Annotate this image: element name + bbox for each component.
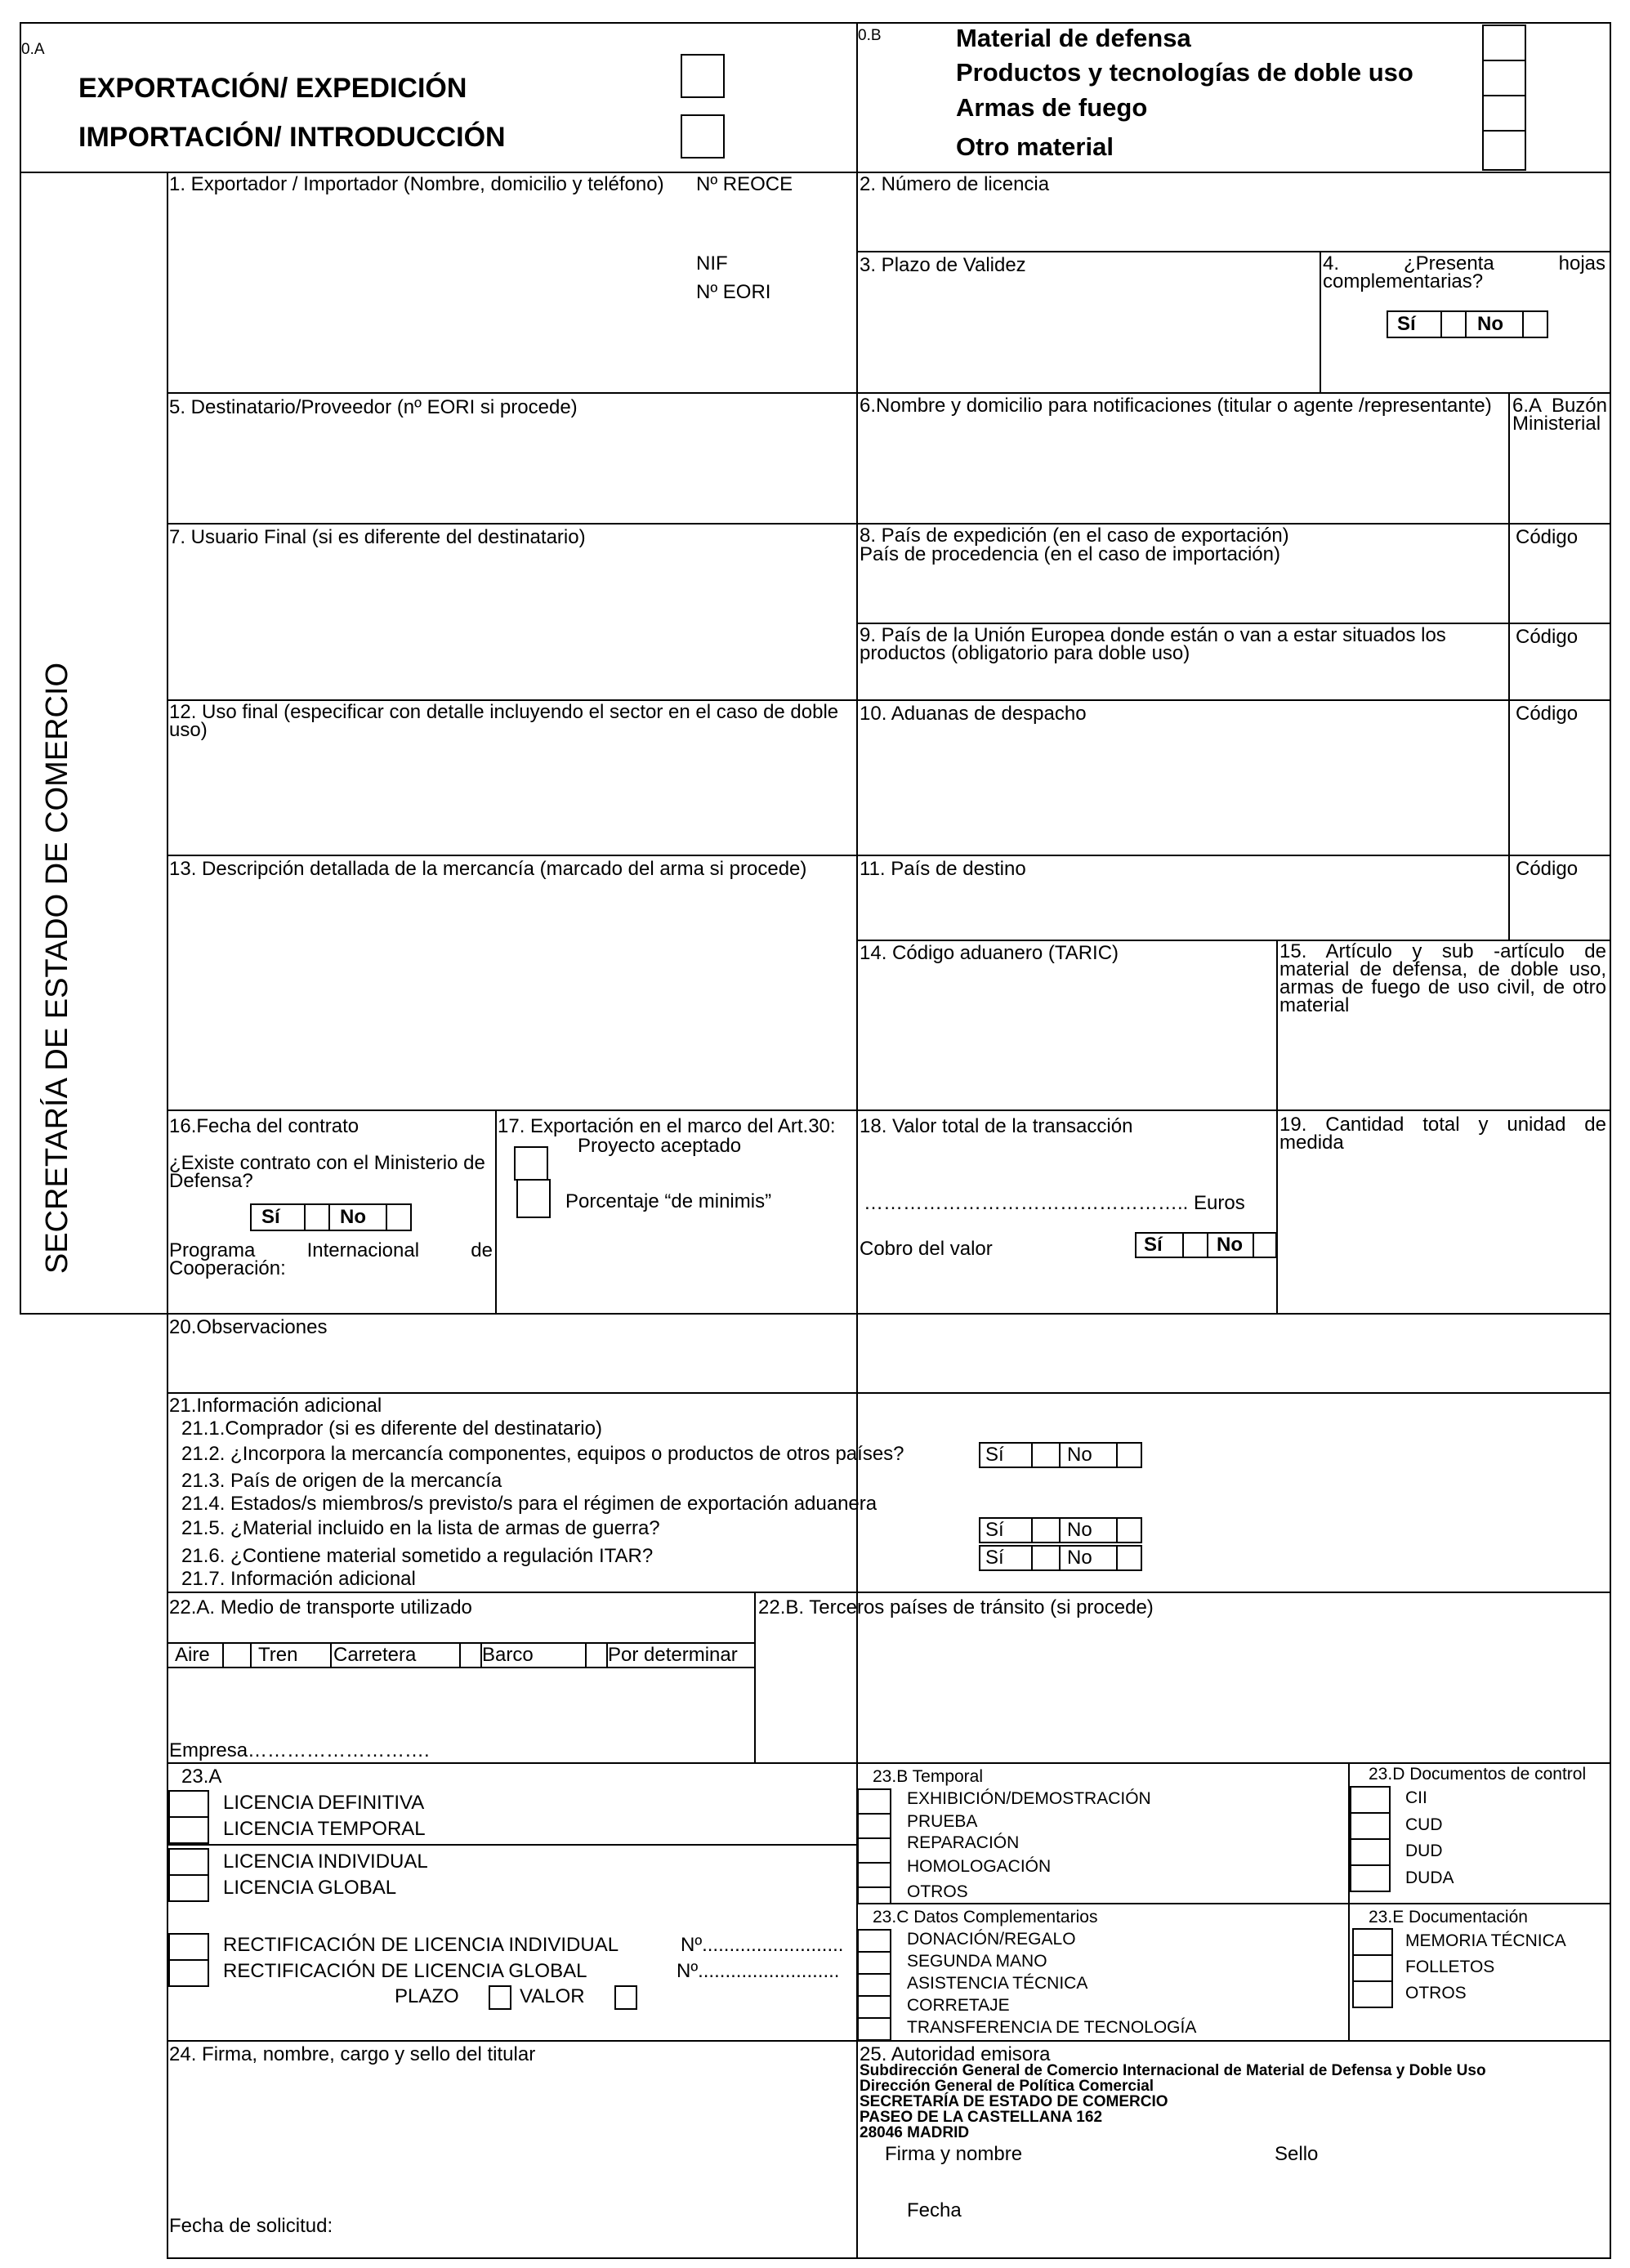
control-dud-checkbox[interactable] — [1350, 1838, 1391, 1866]
field-14-label: 14. Código aduanero (TARIC) — [860, 942, 1119, 964]
field-21-6-no: No — [1067, 1547, 1092, 1569]
transport-tren: Tren — [258, 1644, 298, 1666]
control-duda: DUDA — [1405, 1868, 1454, 1887]
transport-por-determinar: Por determinar — [608, 1644, 738, 1666]
doc-otros: OTROS — [1405, 1984, 1467, 2002]
field-25-label: 25. Autoridad emisora — [860, 2043, 1051, 2065]
field-23b-title: 23.B Temporal — [873, 1767, 984, 1786]
field-10-codigo: Código — [1516, 703, 1579, 725]
field-15-label: 15. Artículo y sub -artículo de material de defensa, de doble uso, armas de fuego de uso civil, de otro material — [1279, 940, 1606, 1016]
temporal-exhibicion: EXHIBICIÓN/DEMOSTRACIÓN — [907, 1789, 1151, 1808]
control-duda-checkbox[interactable] — [1350, 1864, 1391, 1892]
field-17-label: 17. Exportación en el marco del Art.30: — [498, 1115, 836, 1137]
category-other: Otro material — [956, 132, 1114, 161]
licencia-temporal-checkbox[interactable] — [168, 1816, 209, 1844]
field-4-no: No — [1477, 313, 1503, 335]
field-17-minimis: Porcentaje “de minimis” — [565, 1190, 772, 1212]
field-18-cobro: Cobro del valor — [860, 1238, 993, 1260]
transport-aire: Aire — [175, 1644, 210, 1666]
side-label: SECRETARÍA DE ESTADO DE COMERCIO — [40, 662, 74, 1275]
field-1-eori: Nº EORI — [696, 281, 771, 303]
field-20-label: 20.Observaciones — [169, 1316, 328, 1338]
doc-otros-checkbox[interactable] — [1352, 1980, 1393, 2008]
code-0a: 0.A — [21, 41, 45, 58]
temporal-reparacion-checkbox[interactable] — [857, 1837, 891, 1864]
licencia-global: LICENCIA GLOBAL — [223, 1877, 397, 1899]
field-19-label: 19. Cantidad total y unidad de medida — [1279, 1114, 1606, 1154]
doc-folletos: FOLLETOS — [1405, 1958, 1495, 1976]
authority-line-5: 28046 MADRID — [860, 2124, 970, 2141]
rect-global-checkbox[interactable] — [168, 1959, 209, 1987]
field-18-si: Sí — [1144, 1234, 1163, 1256]
field-18-label: 18. Valor total de la transacción — [860, 1115, 1133, 1137]
plazo-label: PLAZO — [395, 1985, 459, 2007]
field-21-2-si: Sí — [985, 1444, 1004, 1466]
field-6a-label: 6.A Buzón Ministerial — [1512, 395, 1607, 435]
field-21-3: 21.3. País de origen de la mercancía — [181, 1470, 502, 1492]
field-1-nif: NIF — [696, 252, 728, 275]
temporal-prueba: PRUEBA — [907, 1812, 978, 1831]
transport-carretera: Carretera — [333, 1644, 417, 1666]
temporal-reparacion: REPARACIÓN — [907, 1833, 1020, 1852]
field-17-minimis-checkbox[interactable] — [516, 1179, 551, 1218]
temporal-exhibicion-checkbox[interactable] — [857, 1788, 891, 1815]
plazo-checkbox[interactable] — [489, 1985, 511, 2010]
export-label: EXPORTACIÓN/ EXPEDICIÓN — [78, 73, 467, 104]
field-21-4: 21.4. Estados/s miembros/s previsto/s para el régimen de exportación aduanera — [181, 1493, 878, 1515]
code-0b: 0.B — [858, 27, 882, 44]
control-cii-checkbox[interactable] — [1350, 1786, 1391, 1814]
field-1-reoce: Nº REOCE — [696, 173, 793, 195]
complementarios-transferencia: TRANSFERENCIA DE TECNOLOGÍA — [907, 2018, 1197, 2037]
complementarios-segunda-mano-checkbox[interactable] — [857, 1951, 891, 1975]
field-21-6: 21.6. ¿Contiene material sometido a regulación ITAR? — [181, 1545, 654, 1567]
field-4-label: 4. ¿Presenta hojas complementarias? — [1323, 252, 1605, 292]
category-dual-use: Productos y tecnologías de doble uso — [956, 58, 1413, 87]
field-9-label: 9. País de la Unión Europea donde están o van a estar situados los productos (obligatorio para doble uso) — [860, 624, 1446, 664]
authority-line-3: SECRETARÍA DE ESTADO DE COMERCIO — [860, 2093, 1168, 2110]
field-21-2-no: No — [1067, 1444, 1092, 1466]
category-firearms-checkbox[interactable] — [1482, 95, 1526, 132]
licencia-definitiva-checkbox[interactable] — [168, 1790, 209, 1818]
field-25-firma: Firma y nombre — [885, 2143, 1023, 2165]
control-cii: CII — [1405, 1788, 1427, 1807]
control-dud: DUD — [1405, 1842, 1443, 1860]
field-16-no: No — [340, 1206, 366, 1228]
field-16-label: 16.Fecha del contrato — [169, 1115, 359, 1137]
field-23d-title: 23.D Documentos de control — [1369, 1765, 1587, 1784]
field-8-label-b: País de procedencia (en el caso de importación) — [860, 543, 1280, 565]
licencia-definitiva: LICENCIA DEFINITIVA — [223, 1792, 425, 1814]
field-22a-label: 22.A. Medio de transporte utilizado — [169, 1596, 472, 1618]
field-18-euros: ………………………………………….. Euros — [864, 1192, 1245, 1214]
field-1-label: 1. Exportador / Importador (Nombre, domicilio y teléfono) — [169, 173, 664, 195]
complementarios-transferencia-checkbox[interactable] — [857, 2017, 891, 2041]
temporal-otros-checkbox[interactable] — [857, 1886, 891, 1904]
field-21-6-si: Sí — [985, 1547, 1004, 1569]
field-16-question: ¿Existe contrato con el Ministerio de Defensa? — [169, 1152, 485, 1192]
category-defense: Material de defensa — [956, 24, 1191, 52]
licencia-individual-checkbox[interactable] — [168, 1848, 209, 1876]
category-defense-checkbox[interactable] — [1482, 25, 1526, 61]
field-6-label: 6.Nombre y domicilio para notificaciones (titular o agente /representante) — [860, 395, 1492, 417]
field-21-1: 21.1.Comprador (si es diferente del destinatario) — [181, 1418, 602, 1440]
licencia-individual: LICENCIA INDIVIDUAL — [223, 1851, 428, 1873]
field-25-fecha: Fecha — [907, 2199, 962, 2221]
field-21-7: 21.7. Información adicional — [181, 1568, 416, 1590]
valor-checkbox[interactable] — [614, 1985, 637, 2010]
field-10-label: 10. Aduanas de despacho — [860, 703, 1087, 725]
rect-global: RECTIFICACIÓN DE LICENCIA GLOBAL — [223, 1960, 587, 1982]
import-checkbox[interactable] — [681, 114, 725, 158]
category-dual-use-checkbox[interactable] — [1482, 60, 1526, 96]
authority-line-4: PASEO DE LA CASTELLANA 162 — [860, 2109, 1103, 2126]
complementarios-asistencia-checkbox[interactable] — [857, 1973, 891, 1997]
field-23c-title: 23.C Datos Complementarios — [873, 1908, 1098, 1926]
rect-individual-num: Nº.......................... — [681, 1934, 844, 1956]
field-17-proyecto-checkbox[interactable] — [514, 1146, 548, 1181]
field-11-codigo: Código — [1516, 858, 1579, 880]
field-8-codigo: Código — [1516, 526, 1579, 548]
temporal-homologacion-checkbox[interactable] — [857, 1862, 891, 1888]
category-firearms: Armas de fuego — [956, 93, 1148, 122]
field-21-5-no: No — [1067, 1519, 1092, 1541]
field-17-proyecto: Proyecto aceptado — [578, 1135, 742, 1157]
field-21-title: 21.Información adicional — [169, 1395, 382, 1417]
temporal-homologacion: HOMOLOGACIÓN — [907, 1857, 1052, 1876]
field-11-label: 11. País de destino — [860, 858, 1026, 880]
doc-memoria: MEMORIA TÉCNICA — [1405, 1931, 1566, 1950]
field-2-label: 2. Número de licencia — [860, 173, 1050, 195]
complementarios-corretaje: CORRETAJE — [907, 1996, 1010, 2015]
complementarios-segunda-mano: SEGUNDA MANO — [907, 1952, 1047, 1971]
field-12-label: 12. Uso final (especificar con detalle incluyendo el sector en el caso de doble uso) — [169, 701, 839, 741]
rect-individual: RECTIFICACIÓN DE LICENCIA INDIVIDUAL — [223, 1934, 619, 1956]
rect-individual-checkbox[interactable] — [168, 1933, 209, 1961]
complementarios-donacion-checkbox[interactable] — [857, 1929, 891, 1953]
field-16-programa: Programa Internacional de Cooperación: — [169, 1239, 493, 1279]
authority-line-1: Subdirección General de Comercio Internacional de Material de Defensa y Doble Uso — [860, 2062, 1486, 2079]
doc-folletos-checkbox[interactable] — [1352, 1954, 1393, 1982]
temporal-prueba-checkbox[interactable] — [857, 1813, 891, 1839]
field-7-label: 7. Usuario Final (si es diferente del destinatario) — [169, 526, 586, 548]
rect-global-num: Nº.......................... — [677, 1960, 840, 1982]
transport-barco: Barco — [482, 1644, 534, 1666]
field-24-label: 24. Firma, nombre, cargo y sello del titular — [169, 2043, 536, 2065]
field-24-fecha: Fecha de solicitud: — [169, 2215, 333, 2237]
import-label: IMPORTACIÓN/ INTRODUCCIÓN — [78, 122, 506, 153]
complementarios-corretaje-checkbox[interactable] — [857, 1995, 891, 2019]
field-3-label: 3. Plazo de Validez — [860, 254, 1026, 276]
temporal-otros: OTROS — [907, 1882, 968, 1901]
field-21-5-si: Sí — [985, 1519, 1004, 1541]
valor-label: VALOR — [520, 1985, 585, 2007]
authority-line-2: Dirección General de Política Comercial — [860, 2078, 1154, 2095]
complementarios-asistencia: ASISTENCIA TÉCNICA — [907, 1974, 1088, 1993]
category-other-checkbox[interactable] — [1482, 130, 1526, 171]
export-checkbox[interactable] — [681, 54, 725, 98]
field-23a-title: 23.A — [181, 1766, 222, 1788]
field-23e-title: 23.E Documentación — [1369, 1908, 1528, 1926]
control-cud: CUD — [1405, 1815, 1443, 1834]
licencia-global-checkbox[interactable] — [168, 1874, 209, 1902]
field-21-5: 21.5. ¿Material incluido en la lista de armas de guerra? — [181, 1517, 660, 1539]
field-16-si: Sí — [261, 1206, 280, 1228]
control-cud-checkbox[interactable] — [1350, 1812, 1391, 1840]
field-8-label-a: 8. País de expedición (en el caso de exportación) — [860, 525, 1289, 547]
field-13-label: 13. Descripción detallada de la mercancía (marcado del arma si procede) — [169, 858, 807, 880]
doc-memoria-checkbox[interactable] — [1352, 1928, 1393, 1956]
licencia-temporal: LICENCIA TEMPORAL — [223, 1818, 426, 1840]
field-22a-empresa: Empresa………………………. — [169, 1739, 430, 1761]
complementarios-donacion: DONACIÓN/REGALO — [907, 1930, 1076, 1949]
field-9-codigo: Código — [1516, 626, 1579, 648]
field-5-label: 5. Destinatario/Proveedor (nº EORI si procede) — [169, 396, 578, 418]
field-4-si: Sí — [1397, 313, 1416, 335]
field-25-sello: Sello — [1275, 2143, 1319, 2165]
field-18-no: No — [1217, 1234, 1243, 1256]
field-22b-label: 22.B. Terceros países de tránsito (si procede) — [758, 1596, 1154, 1618]
field-21-2: 21.2. ¿Incorpora la mercancía componentes, equipos o productos de otros países? — [181, 1443, 904, 1465]
